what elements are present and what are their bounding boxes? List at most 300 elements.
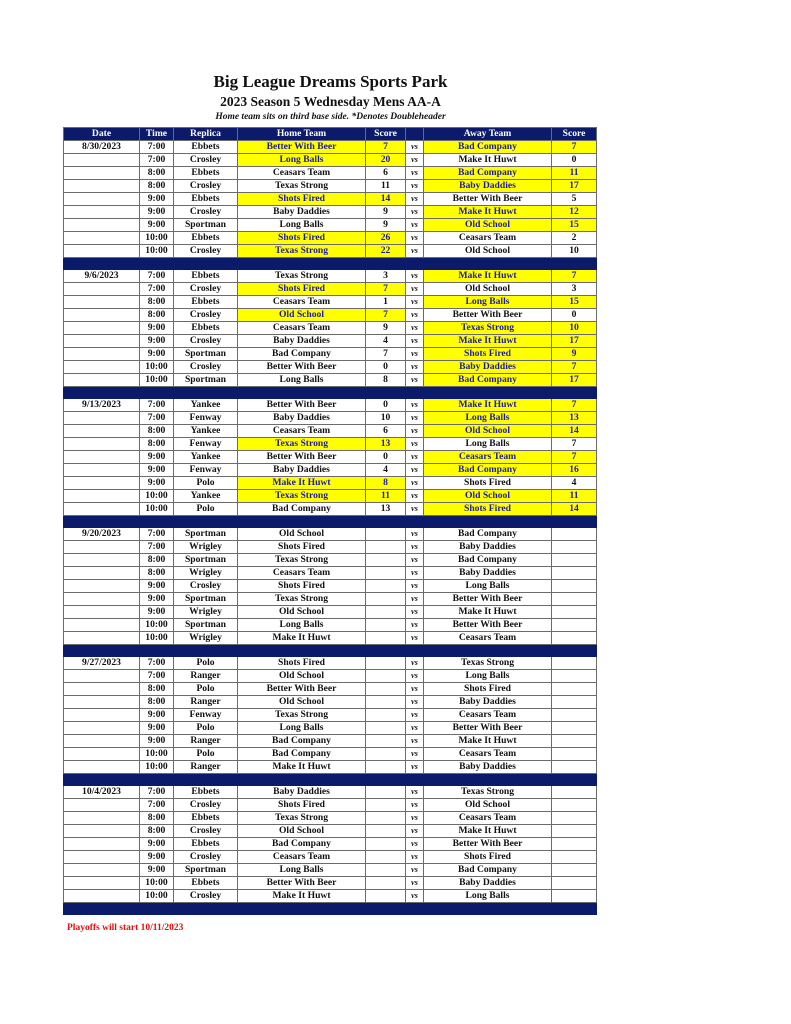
game-field: Sportman bbox=[174, 528, 238, 541]
away-team: Long Balls bbox=[424, 580, 552, 593]
game-date bbox=[64, 193, 140, 206]
game-row bbox=[64, 490, 597, 503]
game-field: Ranger bbox=[174, 670, 238, 683]
game-field: Yankee bbox=[174, 425, 238, 438]
separator-cell bbox=[174, 258, 238, 270]
game-date: 9/13/2023 bbox=[64, 399, 140, 412]
game-row bbox=[64, 283, 597, 296]
home-team: Texas Strong bbox=[238, 812, 366, 825]
game-field: Sportman bbox=[174, 593, 238, 606]
game-date bbox=[64, 374, 140, 387]
game-time: 7:00 bbox=[140, 399, 174, 412]
game-time: 8:00 bbox=[140, 554, 174, 567]
game-time: 8:00 bbox=[140, 438, 174, 451]
game-time: 8:00 bbox=[140, 425, 174, 438]
game-field: Ebbets bbox=[174, 812, 238, 825]
away-team: Baby Daddies bbox=[424, 877, 552, 890]
game-time: 10:00 bbox=[140, 748, 174, 761]
game-field: Crosley bbox=[174, 799, 238, 812]
game-row bbox=[64, 696, 597, 709]
away-score: 0 bbox=[552, 309, 597, 322]
away-team: Old School bbox=[424, 245, 552, 258]
away-score bbox=[552, 670, 597, 683]
away-score: 7 bbox=[552, 270, 597, 283]
home-score: 14 bbox=[366, 193, 406, 206]
game-time: 9:00 bbox=[140, 722, 174, 735]
away-score: 10 bbox=[552, 322, 597, 335]
game-date bbox=[64, 309, 140, 322]
away-score: 9 bbox=[552, 348, 597, 361]
home-team: Better With Beer bbox=[238, 361, 366, 374]
home-score: 8 bbox=[366, 477, 406, 490]
vs-label: vs bbox=[406, 812, 424, 825]
game-date bbox=[64, 812, 140, 825]
home-team: Better With Beer bbox=[238, 141, 366, 154]
home-team: Bad Company bbox=[238, 748, 366, 761]
schedule-body bbox=[64, 141, 597, 915]
vs-label: vs bbox=[406, 270, 424, 283]
game-row bbox=[64, 477, 597, 490]
away-score bbox=[552, 554, 597, 567]
separator-cell bbox=[64, 516, 140, 528]
home-team: Ceasars Team bbox=[238, 851, 366, 864]
away-team: Better With Beer bbox=[424, 722, 552, 735]
separator-cell bbox=[406, 645, 424, 657]
vs-label: vs bbox=[406, 438, 424, 451]
game-date bbox=[64, 335, 140, 348]
away-team: Shots Fired bbox=[424, 477, 552, 490]
week-separator bbox=[64, 645, 597, 657]
game-field: Crosley bbox=[174, 154, 238, 167]
away-team: Better With Beer bbox=[424, 593, 552, 606]
game-row bbox=[64, 541, 597, 554]
game-row bbox=[64, 838, 597, 851]
away-team: Baby Daddies bbox=[424, 696, 552, 709]
home-score: 11 bbox=[366, 490, 406, 503]
home-team: Old School bbox=[238, 825, 366, 838]
away-score bbox=[552, 735, 597, 748]
home-team: Ceasars Team bbox=[238, 567, 366, 580]
separator-cell bbox=[140, 774, 174, 786]
away-score bbox=[552, 606, 597, 619]
away-score: 14 bbox=[552, 425, 597, 438]
game-row bbox=[64, 219, 597, 232]
game-field: Ebbets bbox=[174, 232, 238, 245]
vs-label: vs bbox=[406, 799, 424, 812]
game-date: 9/27/2023 bbox=[64, 657, 140, 670]
game-date bbox=[64, 683, 140, 696]
game-row bbox=[64, 554, 597, 567]
vs-label: vs bbox=[406, 825, 424, 838]
game-time: 7:00 bbox=[140, 528, 174, 541]
away-score bbox=[552, 683, 597, 696]
vs-label: vs bbox=[406, 232, 424, 245]
game-time: 10:00 bbox=[140, 374, 174, 387]
vs-label: vs bbox=[406, 503, 424, 516]
away-team: Long Balls bbox=[424, 438, 552, 451]
vs-label: vs bbox=[406, 786, 424, 799]
vs-label: vs bbox=[406, 851, 424, 864]
away-score bbox=[552, 864, 597, 877]
game-field: Wrigley bbox=[174, 606, 238, 619]
game-time: 7:00 bbox=[140, 154, 174, 167]
col-vs bbox=[406, 128, 424, 141]
game-field: Crosley bbox=[174, 309, 238, 322]
away-team: Shots Fired bbox=[424, 503, 552, 516]
home-score bbox=[366, 735, 406, 748]
game-field: Ebbets bbox=[174, 786, 238, 799]
away-score: 7 bbox=[552, 361, 597, 374]
away-team: Bad Company bbox=[424, 528, 552, 541]
vs-label: vs bbox=[406, 309, 424, 322]
home-team: Old School bbox=[238, 670, 366, 683]
home-team: Texas Strong bbox=[238, 438, 366, 451]
away-score bbox=[552, 722, 597, 735]
vs-label: vs bbox=[406, 619, 424, 632]
vs-label: vs bbox=[406, 348, 424, 361]
separator-cell bbox=[424, 774, 552, 786]
game-time: 8:00 bbox=[140, 296, 174, 309]
game-field: Sportman bbox=[174, 219, 238, 232]
away-score bbox=[552, 851, 597, 864]
game-time: 10:00 bbox=[140, 232, 174, 245]
game-row bbox=[64, 425, 597, 438]
game-time: 9:00 bbox=[140, 606, 174, 619]
game-field: Sportman bbox=[174, 348, 238, 361]
away-team: Baby Daddies bbox=[424, 361, 552, 374]
home-score: 3 bbox=[366, 270, 406, 283]
game-row bbox=[64, 322, 597, 335]
away-score: 11 bbox=[552, 167, 597, 180]
game-row bbox=[64, 438, 597, 451]
header-row bbox=[64, 128, 597, 141]
separator-cell bbox=[174, 516, 238, 528]
game-row bbox=[64, 167, 597, 180]
game-time: 8:00 bbox=[140, 180, 174, 193]
game-field: Crosley bbox=[174, 851, 238, 864]
separator-cell bbox=[64, 903, 140, 915]
game-date bbox=[64, 490, 140, 503]
away-score: 5 bbox=[552, 193, 597, 206]
home-score: 4 bbox=[366, 335, 406, 348]
game-date bbox=[64, 232, 140, 245]
game-field: Ebbets bbox=[174, 141, 238, 154]
home-team: Texas Strong bbox=[238, 593, 366, 606]
away-team: Old School bbox=[424, 219, 552, 232]
game-date bbox=[64, 709, 140, 722]
game-field: Yankee bbox=[174, 451, 238, 464]
home-team: Baby Daddies bbox=[238, 335, 366, 348]
game-row bbox=[64, 348, 597, 361]
home-score bbox=[366, 580, 406, 593]
game-row bbox=[64, 657, 597, 670]
vs-label: vs bbox=[406, 761, 424, 774]
home-score: 4 bbox=[366, 464, 406, 477]
away-score: 4 bbox=[552, 477, 597, 490]
col-home-score: Score bbox=[366, 128, 406, 141]
game-row bbox=[64, 154, 597, 167]
col-home-team: Home Team bbox=[238, 128, 366, 141]
home-score bbox=[366, 890, 406, 903]
game-row bbox=[64, 335, 597, 348]
game-field: Wrigley bbox=[174, 632, 238, 645]
separator-cell bbox=[64, 387, 140, 399]
separator-cell bbox=[366, 645, 406, 657]
game-time: 7:00 bbox=[140, 412, 174, 425]
vs-label: vs bbox=[406, 154, 424, 167]
game-row bbox=[64, 193, 597, 206]
game-field: Yankee bbox=[174, 399, 238, 412]
game-time: 8:00 bbox=[140, 167, 174, 180]
home-score bbox=[366, 593, 406, 606]
game-field: Fenway bbox=[174, 438, 238, 451]
separator-cell bbox=[424, 258, 552, 270]
game-date bbox=[64, 606, 140, 619]
game-field: Ebbets bbox=[174, 193, 238, 206]
home-team: Better With Beer bbox=[238, 451, 366, 464]
away-team: Make It Huwt bbox=[424, 206, 552, 219]
game-time: 7:00 bbox=[140, 541, 174, 554]
game-date bbox=[64, 438, 140, 451]
separator-cell bbox=[238, 645, 366, 657]
away-score bbox=[552, 709, 597, 722]
home-score bbox=[366, 541, 406, 554]
separator-cell bbox=[238, 387, 366, 399]
vs-label: vs bbox=[406, 361, 424, 374]
home-score bbox=[366, 786, 406, 799]
home-score: 22 bbox=[366, 245, 406, 258]
home-score: 7 bbox=[366, 348, 406, 361]
game-row bbox=[64, 619, 597, 632]
home-team: Make It Huwt bbox=[238, 890, 366, 903]
game-date bbox=[64, 864, 140, 877]
away-score: 11 bbox=[552, 490, 597, 503]
game-date bbox=[64, 554, 140, 567]
vs-label: vs bbox=[406, 606, 424, 619]
separator-cell bbox=[424, 903, 552, 915]
home-team: Texas Strong bbox=[238, 554, 366, 567]
game-date bbox=[64, 567, 140, 580]
away-score bbox=[552, 812, 597, 825]
away-team: Make It Huwt bbox=[424, 335, 552, 348]
game-time: 10:00 bbox=[140, 761, 174, 774]
home-team: Old School bbox=[238, 309, 366, 322]
game-row bbox=[64, 412, 597, 425]
game-date bbox=[64, 464, 140, 477]
game-field: Polo bbox=[174, 503, 238, 516]
separator-cell bbox=[174, 645, 238, 657]
game-time: 9:00 bbox=[140, 464, 174, 477]
game-date bbox=[64, 322, 140, 335]
home-team: Make It Huwt bbox=[238, 761, 366, 774]
col-date: Date bbox=[64, 128, 140, 141]
game-row bbox=[64, 399, 597, 412]
away-score bbox=[552, 799, 597, 812]
away-score: 3 bbox=[552, 283, 597, 296]
separator-cell bbox=[424, 516, 552, 528]
home-score: 6 bbox=[366, 167, 406, 180]
game-field: Ebbets bbox=[174, 877, 238, 890]
home-score bbox=[366, 761, 406, 774]
vs-label: vs bbox=[406, 554, 424, 567]
game-time: 9:00 bbox=[140, 451, 174, 464]
game-time: 9:00 bbox=[140, 838, 174, 851]
game-time: 9:00 bbox=[140, 735, 174, 748]
separator-cell bbox=[552, 645, 597, 657]
away-team: Old School bbox=[424, 425, 552, 438]
away-team: Long Balls bbox=[424, 890, 552, 903]
separator-cell bbox=[406, 903, 424, 915]
vs-label: vs bbox=[406, 567, 424, 580]
game-date: 9/6/2023 bbox=[64, 270, 140, 283]
home-score bbox=[366, 632, 406, 645]
game-row bbox=[64, 877, 597, 890]
separator-cell bbox=[174, 387, 238, 399]
vs-label: vs bbox=[406, 864, 424, 877]
home-team: Baby Daddies bbox=[238, 786, 366, 799]
home-score: 9 bbox=[366, 322, 406, 335]
game-row bbox=[64, 451, 597, 464]
away-score: 7 bbox=[552, 438, 597, 451]
away-team: Old School bbox=[424, 283, 552, 296]
game-field: Ebbets bbox=[174, 270, 238, 283]
away-team: Make It Huwt bbox=[424, 735, 552, 748]
game-time: 7:00 bbox=[140, 270, 174, 283]
game-time: 9:00 bbox=[140, 709, 174, 722]
game-date: 8/30/2023 bbox=[64, 141, 140, 154]
home-score bbox=[366, 670, 406, 683]
away-score bbox=[552, 593, 597, 606]
week-separator bbox=[64, 903, 597, 915]
vs-label: vs bbox=[406, 477, 424, 490]
away-team: Long Balls bbox=[424, 670, 552, 683]
home-score bbox=[366, 748, 406, 761]
separator-cell bbox=[366, 387, 406, 399]
home-team: Shots Fired bbox=[238, 232, 366, 245]
game-date bbox=[64, 877, 140, 890]
vs-label: vs bbox=[406, 541, 424, 554]
home-team: Baby Daddies bbox=[238, 412, 366, 425]
separator-cell bbox=[406, 258, 424, 270]
game-time: 10:00 bbox=[140, 890, 174, 903]
game-row bbox=[64, 761, 597, 774]
away-team: Better With Beer bbox=[424, 309, 552, 322]
game-date bbox=[64, 838, 140, 851]
vs-label: vs bbox=[406, 322, 424, 335]
away-team: Make It Huwt bbox=[424, 154, 552, 167]
home-team: Texas Strong bbox=[238, 245, 366, 258]
home-score: 0 bbox=[366, 451, 406, 464]
home-team: Long Balls bbox=[238, 219, 366, 232]
game-time: 7:00 bbox=[140, 141, 174, 154]
away-score bbox=[552, 825, 597, 838]
game-time: 8:00 bbox=[140, 825, 174, 838]
home-team: Shots Fired bbox=[238, 657, 366, 670]
vs-label: vs bbox=[406, 464, 424, 477]
game-row bbox=[64, 580, 597, 593]
game-date bbox=[64, 748, 140, 761]
col-away-team: Away Team bbox=[424, 128, 552, 141]
vs-label: vs bbox=[406, 245, 424, 258]
vs-label: vs bbox=[406, 374, 424, 387]
separator-cell bbox=[366, 258, 406, 270]
home-team: Bad Company bbox=[238, 735, 366, 748]
game-field: Polo bbox=[174, 657, 238, 670]
schedule-table bbox=[63, 127, 597, 915]
game-row bbox=[64, 670, 597, 683]
vs-label: vs bbox=[406, 296, 424, 309]
away-score: 13 bbox=[552, 412, 597, 425]
separator-cell bbox=[366, 774, 406, 786]
away-team: Make It Huwt bbox=[424, 270, 552, 283]
away-team: Shots Fired bbox=[424, 348, 552, 361]
home-team: Shots Fired bbox=[238, 541, 366, 554]
game-time: 10:00 bbox=[140, 619, 174, 632]
away-team: Shots Fired bbox=[424, 851, 552, 864]
away-score: 7 bbox=[552, 399, 597, 412]
game-field: Wrigley bbox=[174, 567, 238, 580]
vs-label: vs bbox=[406, 683, 424, 696]
game-time: 10:00 bbox=[140, 632, 174, 645]
game-row bbox=[64, 890, 597, 903]
home-score bbox=[366, 838, 406, 851]
home-score: 7 bbox=[366, 283, 406, 296]
separator-cell bbox=[238, 903, 366, 915]
home-team: Make It Huwt bbox=[238, 632, 366, 645]
game-field: Crosley bbox=[174, 890, 238, 903]
separator-cell bbox=[552, 516, 597, 528]
game-field: Crosley bbox=[174, 825, 238, 838]
game-date: 10/4/2023 bbox=[64, 786, 140, 799]
game-row bbox=[64, 864, 597, 877]
home-score: 0 bbox=[366, 361, 406, 374]
home-score bbox=[366, 606, 406, 619]
away-team: Bad Company bbox=[424, 167, 552, 180]
away-score: 10 bbox=[552, 245, 597, 258]
game-field: Ebbets bbox=[174, 296, 238, 309]
vs-label: vs bbox=[406, 283, 424, 296]
game-row bbox=[64, 206, 597, 219]
vs-label: vs bbox=[406, 838, 424, 851]
away-team: Bad Company bbox=[424, 374, 552, 387]
vs-label: vs bbox=[406, 696, 424, 709]
game-row bbox=[64, 567, 597, 580]
home-team: Baby Daddies bbox=[238, 206, 366, 219]
game-row bbox=[64, 503, 597, 516]
home-team: Better With Beer bbox=[238, 877, 366, 890]
col-away-score: Score bbox=[552, 128, 597, 141]
away-team: Bad Company bbox=[424, 141, 552, 154]
schedule-note: Home team sits on third base side. *Denotes Doubleheader bbox=[215, 112, 446, 122]
away-score: 7 bbox=[552, 451, 597, 464]
vs-label: vs bbox=[406, 180, 424, 193]
home-score: 6 bbox=[366, 425, 406, 438]
home-team: Old School bbox=[238, 528, 366, 541]
away-team: Better With Beer bbox=[424, 619, 552, 632]
game-time: 7:00 bbox=[140, 657, 174, 670]
away-score bbox=[552, 567, 597, 580]
vs-label: vs bbox=[406, 206, 424, 219]
page-title: Big League Dreams Sports Park bbox=[213, 72, 448, 91]
separator-cell bbox=[174, 774, 238, 786]
game-field: Sportman bbox=[174, 554, 238, 567]
game-field: Crosley bbox=[174, 361, 238, 374]
away-score: 17 bbox=[552, 374, 597, 387]
col-replica: Replica bbox=[174, 128, 238, 141]
away-team: Long Balls bbox=[424, 296, 552, 309]
game-time: 10:00 bbox=[140, 877, 174, 890]
separator-cell bbox=[140, 903, 174, 915]
